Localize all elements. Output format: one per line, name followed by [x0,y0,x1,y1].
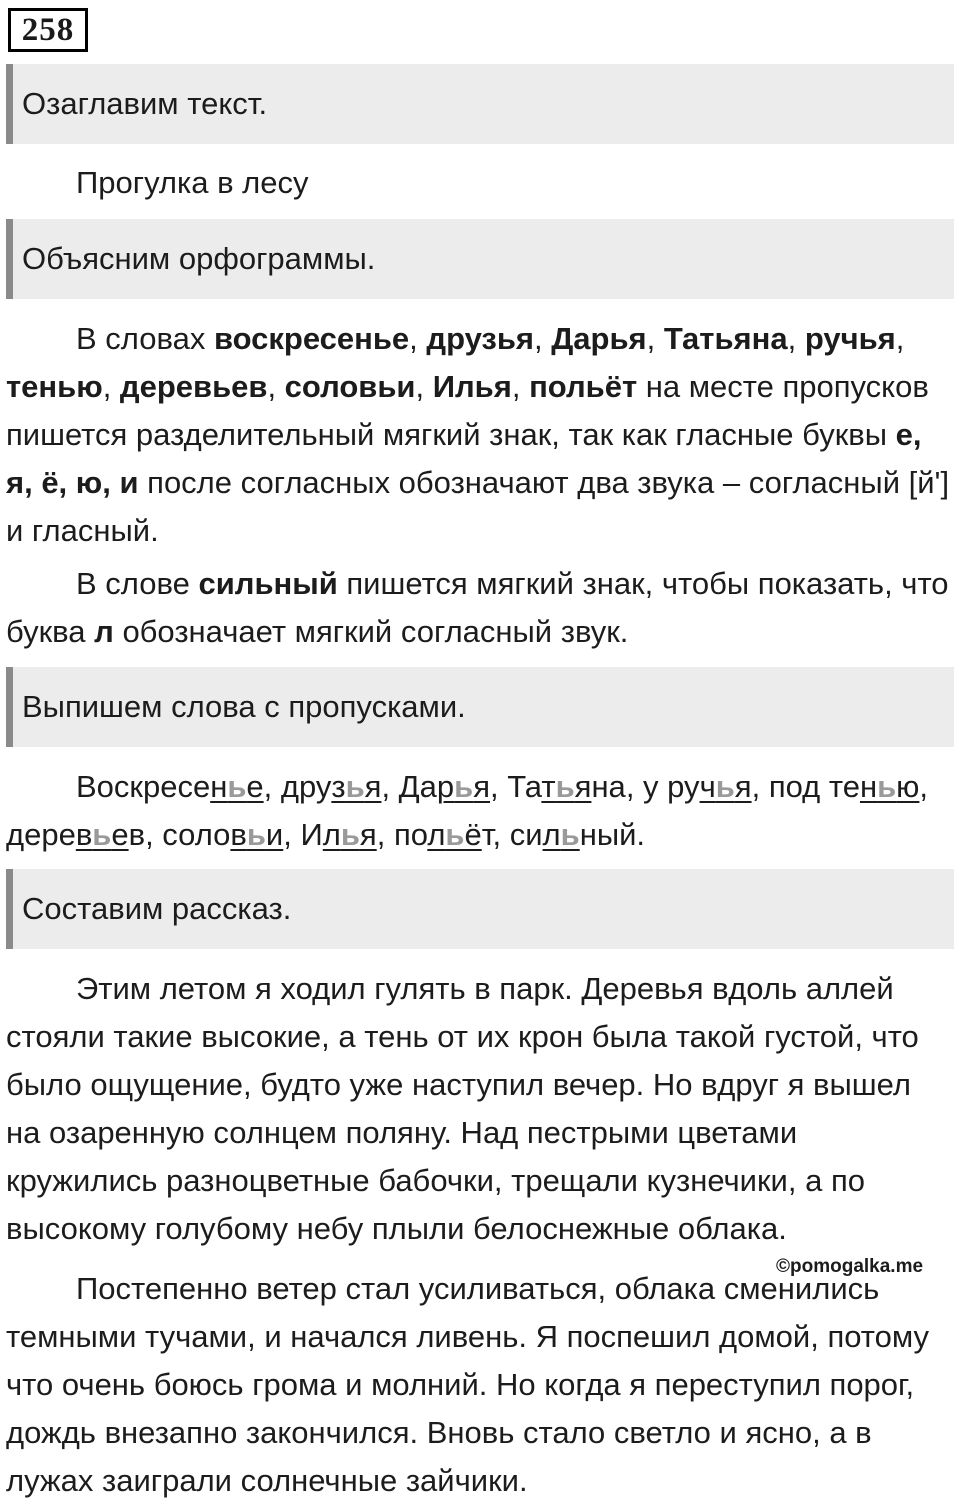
bold-word: сильный [198,566,338,601]
word-part: т [481,817,493,852]
gap-word [399,769,490,804]
word-part: Та [507,769,542,804]
separator: , [381,769,399,804]
gap-word [6,817,145,852]
soft-sign-letter: ь [345,769,365,804]
word-part: ный [579,817,637,852]
gap-word [507,769,626,804]
soft-sign-letter: ь [715,769,735,804]
separator: . [636,817,646,852]
underlined-letter: н [859,769,878,804]
underlined-letter: в [230,817,247,852]
spelling-paragraph-1: В словах воскресенье, друзья, Дарья, Татьяна, ручья, тенью, деревьев, соловьи, Илья, польёт на месте пропусков пишется разделительный мягкий знак, так как гласные буквы е, я, ё, ю, и после согласных обозначают два звука – согласный [й'] и гласный. [6,321,950,548]
word-part: дере [6,817,76,852]
word-part: по [393,817,428,852]
separator: , [492,817,510,852]
underlined-letter: я [364,769,382,804]
spelling-paragraph-2: В слове сильный пишется мягкий знак, чтобы показать, что буква л обозначает мягкий согласный звук. [6,566,949,649]
word-part: под те [768,769,860,804]
underlined-letter: в [75,817,93,852]
task-number: 258 [8,8,88,52]
soft-sign-letter: ь [454,769,474,804]
underlined-letter: я [473,769,491,804]
word-part: дру [280,769,332,804]
separator: , [283,817,301,852]
story-paragraph-1: Этим летом я ходил гулять в парк. Деревья вдоль аллей стояли такие высокие, а тень от их крон была такой густой, что было ощущение, будто уже наступил вечер. Но вдруг я вышел на озаренную солнцем поляну. Над пестрыми цветами кружились разноцветные бабочки, трещали кузнечики, а по высокому голубому небу плыли белоснежные облака. [6,971,919,1246]
underlined-letter: ч [699,769,716,804]
gap-word [394,817,493,852]
soft-sign-letter: ь [227,769,247,804]
gap-word [281,769,382,804]
soft-sign-letter: ь [340,817,360,852]
word-part: соло [162,817,231,852]
underlined-letter: я [574,769,592,804]
word-part: на [591,769,626,804]
soft-sign-letter: ь [92,817,112,852]
soft-sign-letter: ь [560,817,580,852]
title-text: Прогулка в лесу [76,165,309,200]
underlined-letter: е [111,817,129,852]
section-header-story: Составим рассказ. [6,869,954,949]
gap-word [510,817,637,852]
bold-vowels: е, я, ё, ю, и [6,417,922,500]
underlined-letter: л [427,817,446,852]
underlined-letter: я [734,769,752,804]
underlined-letter: з [331,769,346,804]
soft-sign-letter: ь [555,769,575,804]
bold-word: деревьев [119,369,268,404]
underlined-letter: л [542,817,561,852]
soft-sign-letter: ь [246,817,266,852]
separator: , [625,769,644,804]
bold-word: ручья [804,321,896,356]
section-header-title: Озаглавим текст. [6,64,954,144]
word-part: И [300,817,323,852]
bold-word: Дарья [551,321,647,356]
section-header-spelling: Объясним орфограммы. [6,219,954,299]
underlined-letter: ё [464,817,482,852]
words-with-gaps [6,763,951,859]
separator: , [919,769,929,804]
bold-word: тенью [6,369,103,404]
gap-word [76,769,264,804]
word-part: у ру [643,769,700,804]
gap-word [643,769,752,804]
bold-word: Татьяна [663,321,788,356]
underlined-letter: н [210,769,228,804]
soft-sign-letter: ь [877,769,897,804]
soft-sign-letter: ь [445,817,465,852]
story-paragraph-2: Постепенно ветер стал усиливаться, облака сменились темными тучами, и начался ливень. Я поспешил домой, потому что очень боюсь грома и молний. Но когда я переступил порог, дождь внезапно закончился. Вновь стало светло и ясно, а в лужах заиграли солнечные зайчики. [6,1271,930,1498]
underlined-letter: и [265,817,284,852]
separator: , [490,769,508,804]
bold-word: воскресенье [213,321,410,356]
gap-word [769,769,920,804]
separator: , [751,769,769,804]
word-part: си [509,817,543,852]
gap-word [300,817,376,852]
bold-word: Илья [432,369,512,404]
bold-word: соловьи [284,369,416,404]
underlined-letter: е [246,769,264,804]
gap-word [162,817,283,852]
word-part: Воскресе [76,769,211,804]
bold-letter: л [94,614,114,649]
underlined-letter: я [359,817,377,852]
underlined-letter: р [436,769,455,804]
separator: , [263,769,281,804]
separator: , [376,817,394,852]
bold-word: друзья [426,321,534,356]
underlined-letter: ю [896,769,920,804]
section-header-words: Выпишем слова с пропусками. [6,667,954,747]
underlined-letter: т [541,769,556,804]
word-part: в [128,817,146,852]
underlined-letter: л [322,817,341,852]
separator: , [145,817,163,852]
word-part: Да [398,769,437,804]
bold-word: польёт [529,369,638,404]
watermark: ©pomogalka.me [776,1256,924,1277]
